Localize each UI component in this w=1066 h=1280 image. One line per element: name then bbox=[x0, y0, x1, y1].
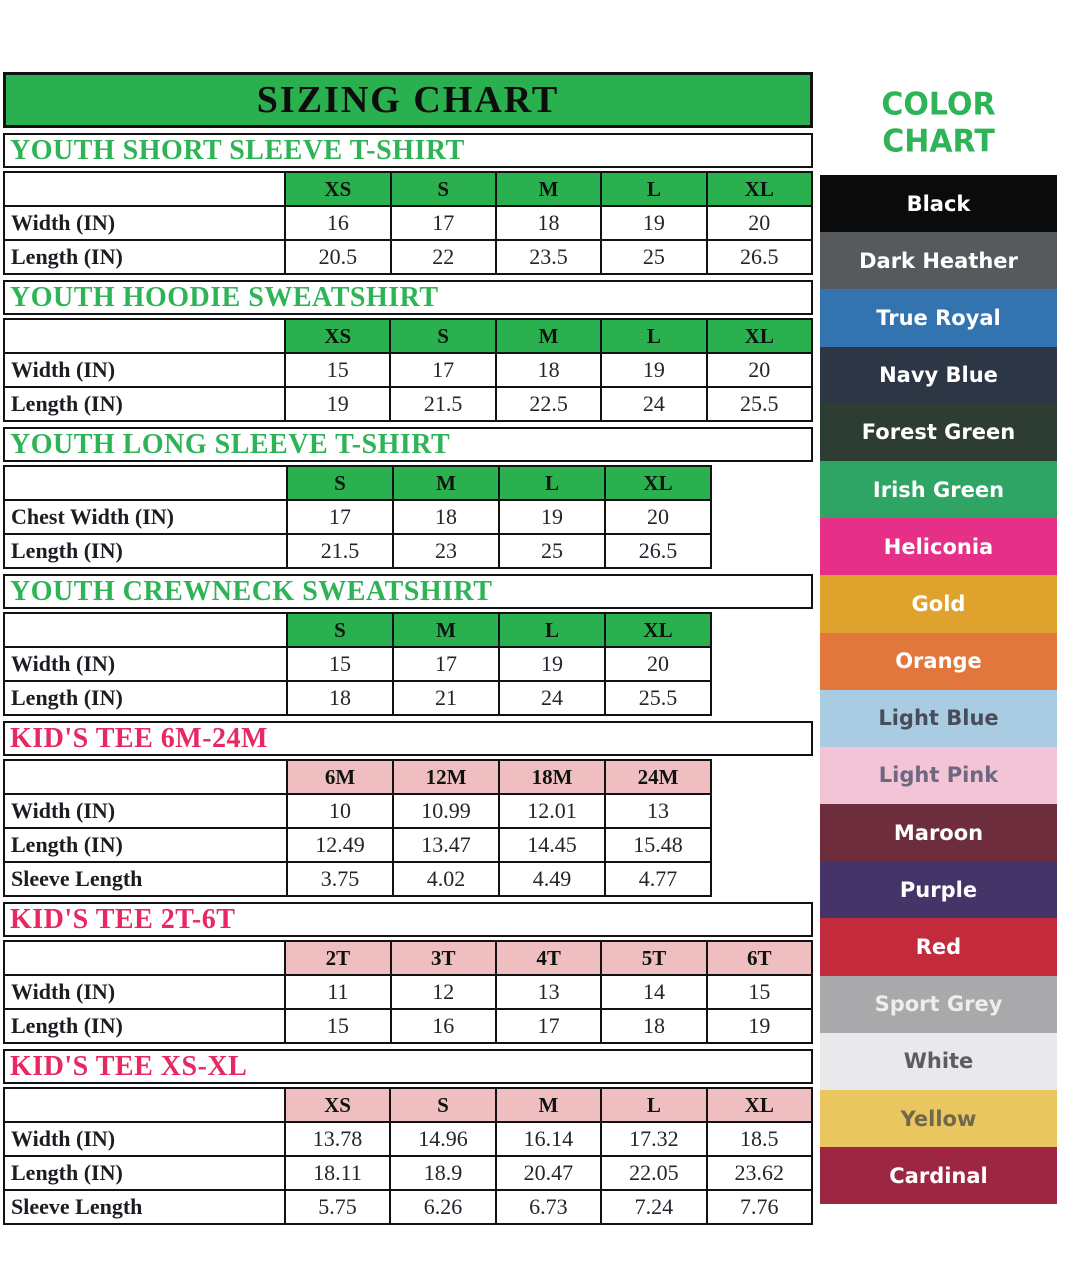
sizing-section bbox=[3, 427, 813, 569]
color-swatch: Gold bbox=[820, 575, 1057, 632]
size-value-cell: 25 bbox=[499, 534, 605, 568]
size-value-cell: 18 bbox=[287, 681, 393, 715]
row-label: Length (IN) bbox=[4, 1156, 285, 1190]
size-value-cell: 20 bbox=[707, 353, 812, 387]
size-table-header-row bbox=[4, 172, 812, 206]
row-label: Length (IN) bbox=[4, 828, 287, 862]
section-title: YOUTH HOODIE SWEATSHIRT bbox=[3, 280, 813, 315]
size-value-cell: 19 bbox=[499, 647, 605, 681]
row-label: Length (IN) bbox=[4, 387, 285, 421]
size-column-header: M bbox=[496, 172, 601, 206]
size-value-cell: 11 bbox=[285, 975, 390, 1009]
section-title: YOUTH SHORT SLEEVE T-SHIRT bbox=[3, 133, 813, 168]
size-value-cell: 15 bbox=[285, 1009, 390, 1043]
color-swatch: Purple bbox=[820, 861, 1057, 918]
row-label: Length (IN) bbox=[4, 1009, 285, 1043]
size-value-cell: 22.05 bbox=[601, 1156, 706, 1190]
size-value-cell: 18 bbox=[601, 1009, 706, 1043]
size-column-header: S bbox=[287, 466, 393, 500]
section-title: YOUTH LONG SLEEVE T-SHIRT bbox=[3, 427, 813, 462]
size-column-header: XS bbox=[285, 172, 390, 206]
size-table-row bbox=[4, 1009, 812, 1043]
sizing-section bbox=[3, 721, 813, 897]
size-value-cell: 6.73 bbox=[496, 1190, 601, 1224]
size-table-row bbox=[4, 647, 711, 681]
size-value-cell: 19 bbox=[601, 353, 706, 387]
color-swatch: Forest Green bbox=[820, 404, 1057, 461]
size-value-cell: 16.14 bbox=[496, 1122, 601, 1156]
size-column-header: L bbox=[499, 466, 605, 500]
color-swatch: Sport Grey bbox=[820, 976, 1057, 1033]
row-label: Length (IN) bbox=[4, 240, 285, 274]
size-column-header: L bbox=[601, 319, 706, 353]
sizing-section bbox=[3, 902, 813, 1044]
section-title: KID'S TEE XS-XL bbox=[3, 1049, 813, 1084]
size-value-cell: 15.48 bbox=[605, 828, 711, 862]
row-label: Sleeve Length bbox=[4, 1190, 285, 1224]
sizing-chart-sections bbox=[3, 133, 813, 1225]
color-swatch: Yellow bbox=[820, 1090, 1057, 1147]
size-table-row bbox=[4, 794, 711, 828]
color-swatch: White bbox=[820, 1033, 1057, 1090]
color-swatch: Maroon bbox=[820, 804, 1057, 861]
row-label: Width (IN) bbox=[4, 353, 285, 387]
size-column-header: XL bbox=[605, 613, 711, 647]
row-label: Sleeve Length bbox=[4, 862, 287, 896]
size-table-row bbox=[4, 353, 812, 387]
size-value-cell: 17 bbox=[496, 1009, 601, 1043]
size-value-cell: 19 bbox=[499, 500, 605, 534]
size-column-header: 6T bbox=[707, 941, 812, 975]
color-swatch: Heliconia bbox=[820, 518, 1057, 575]
size-value-cell: 15 bbox=[287, 647, 393, 681]
size-column-header: 18M bbox=[499, 760, 605, 794]
size-value-cell: 21.5 bbox=[390, 387, 495, 421]
size-value-cell: 23 bbox=[393, 534, 499, 568]
size-value-cell: 25 bbox=[601, 240, 706, 274]
size-value-cell: 24 bbox=[499, 681, 605, 715]
size-value-cell: 25.5 bbox=[707, 387, 812, 421]
sizing-section bbox=[3, 1049, 813, 1225]
size-value-cell: 17 bbox=[391, 206, 496, 240]
size-value-cell: 12.01 bbox=[499, 794, 605, 828]
sizing-section bbox=[3, 280, 813, 422]
size-column-header: XL bbox=[707, 1088, 812, 1122]
size-column-header: 3T bbox=[391, 941, 496, 975]
size-column-header: S bbox=[287, 613, 393, 647]
size-column-header: L bbox=[601, 1088, 706, 1122]
row-label: Width (IN) bbox=[4, 206, 285, 240]
size-value-cell: 16 bbox=[285, 206, 390, 240]
size-value-cell: 4.49 bbox=[499, 862, 605, 896]
size-table-row bbox=[4, 534, 711, 568]
size-value-cell: 13.47 bbox=[393, 828, 499, 862]
size-value-cell: 20.47 bbox=[496, 1156, 601, 1190]
size-table-header-row bbox=[4, 941, 812, 975]
size-table-row bbox=[4, 500, 711, 534]
size-table-header-row bbox=[4, 1088, 812, 1122]
size-value-cell: 18 bbox=[496, 206, 601, 240]
color-swatch: Light Blue bbox=[820, 690, 1057, 747]
size-table-row bbox=[4, 1190, 812, 1224]
size-table-row bbox=[4, 828, 711, 862]
size-column-header: M bbox=[393, 466, 499, 500]
size-table bbox=[3, 759, 712, 897]
size-table-header-row bbox=[4, 319, 812, 353]
color-swatch: Navy Blue bbox=[820, 347, 1057, 404]
size-value-cell: 18.11 bbox=[285, 1156, 390, 1190]
header-empty-cell bbox=[4, 319, 285, 353]
size-table bbox=[3, 940, 813, 1044]
size-column-header: S bbox=[390, 1088, 495, 1122]
size-value-cell: 26.5 bbox=[605, 534, 711, 568]
size-value-cell: 23.62 bbox=[707, 1156, 812, 1190]
size-value-cell: 13 bbox=[605, 794, 711, 828]
header-empty-cell bbox=[4, 613, 287, 647]
size-value-cell: 26.5 bbox=[707, 240, 812, 274]
row-label: Width (IN) bbox=[4, 794, 287, 828]
size-table bbox=[3, 612, 712, 716]
size-table bbox=[3, 1087, 813, 1225]
row-label: Width (IN) bbox=[4, 975, 285, 1009]
size-column-header: L bbox=[601, 172, 706, 206]
size-value-cell: 17 bbox=[393, 647, 499, 681]
sizing-section bbox=[3, 133, 813, 275]
row-label: Length (IN) bbox=[4, 534, 287, 568]
header-empty-cell bbox=[4, 1088, 285, 1122]
size-value-cell: 4.02 bbox=[393, 862, 499, 896]
size-table-row bbox=[4, 975, 812, 1009]
size-value-cell: 19 bbox=[285, 387, 390, 421]
size-value-cell: 13 bbox=[496, 975, 601, 1009]
section-title: KID'S TEE 2T-6T bbox=[3, 902, 813, 937]
size-value-cell: 20 bbox=[605, 647, 711, 681]
size-value-cell: 22 bbox=[391, 240, 496, 274]
size-value-cell: 14 bbox=[601, 975, 706, 1009]
size-table bbox=[3, 318, 813, 422]
size-table-row bbox=[4, 387, 812, 421]
size-value-cell: 18 bbox=[496, 353, 601, 387]
header-empty-cell bbox=[4, 760, 287, 794]
size-value-cell: 18.5 bbox=[707, 1122, 812, 1156]
size-value-cell: 10.99 bbox=[393, 794, 499, 828]
size-value-cell: 5.75 bbox=[285, 1190, 390, 1224]
size-value-cell: 22.5 bbox=[496, 387, 601, 421]
size-column-header: L bbox=[499, 613, 605, 647]
color-swatch: Orange bbox=[820, 633, 1057, 690]
size-column-header: 6M bbox=[287, 760, 393, 794]
color-swatch-list bbox=[820, 175, 1057, 1204]
size-value-cell: 15 bbox=[285, 353, 390, 387]
color-chart bbox=[820, 0, 1057, 1280]
size-value-cell: 20 bbox=[605, 500, 711, 534]
size-column-header: S bbox=[391, 172, 496, 206]
size-value-cell: 12 bbox=[391, 975, 496, 1009]
size-column-header: S bbox=[390, 319, 495, 353]
size-value-cell: 20.5 bbox=[285, 240, 390, 274]
size-table-row bbox=[4, 862, 711, 896]
size-column-header: 4T bbox=[496, 941, 601, 975]
size-column-header: XS bbox=[285, 319, 390, 353]
section-title: YOUTH CREWNECK SWEATSHIRT bbox=[3, 574, 813, 609]
size-table-row bbox=[4, 1122, 812, 1156]
size-column-header: 24M bbox=[605, 760, 711, 794]
size-value-cell: 15 bbox=[707, 975, 812, 1009]
size-table-header-row bbox=[4, 760, 711, 794]
size-column-header: M bbox=[496, 319, 601, 353]
size-value-cell: 23.5 bbox=[496, 240, 601, 274]
size-value-cell: 12.49 bbox=[287, 828, 393, 862]
row-label: Chest Width (IN) bbox=[4, 500, 287, 534]
size-value-cell: 17.32 bbox=[601, 1122, 706, 1156]
size-value-cell: 18.9 bbox=[390, 1156, 495, 1190]
color-swatch: Cardinal bbox=[820, 1147, 1057, 1204]
size-value-cell: 6.26 bbox=[390, 1190, 495, 1224]
size-value-cell: 24 bbox=[601, 387, 706, 421]
size-value-cell: 10 bbox=[287, 794, 393, 828]
size-value-cell: 19 bbox=[601, 206, 706, 240]
size-value-cell: 14.45 bbox=[499, 828, 605, 862]
size-column-header: XL bbox=[605, 466, 711, 500]
size-value-cell: 19 bbox=[707, 1009, 812, 1043]
size-value-cell: 17 bbox=[287, 500, 393, 534]
size-value-cell: 14.96 bbox=[390, 1122, 495, 1156]
size-column-header: 2T bbox=[285, 941, 390, 975]
size-column-header: XL bbox=[707, 172, 812, 206]
row-label: Width (IN) bbox=[4, 1122, 285, 1156]
color-swatch: Light Pink bbox=[820, 747, 1057, 804]
size-table-header-row bbox=[4, 466, 711, 500]
row-label: Width (IN) bbox=[4, 647, 287, 681]
size-value-cell: 20 bbox=[707, 206, 812, 240]
size-table-row bbox=[4, 681, 711, 715]
size-column-header: M bbox=[393, 613, 499, 647]
size-column-header: XL bbox=[707, 319, 812, 353]
sizing-section bbox=[3, 574, 813, 716]
size-value-cell: 16 bbox=[391, 1009, 496, 1043]
size-column-header: M bbox=[496, 1088, 601, 1122]
size-column-header: 5T bbox=[601, 941, 706, 975]
size-value-cell: 4.77 bbox=[605, 862, 711, 896]
size-table bbox=[3, 465, 712, 569]
size-table-header-row bbox=[4, 613, 711, 647]
size-value-cell: 13.78 bbox=[285, 1122, 390, 1156]
sizing-chart bbox=[3, 72, 813, 1225]
size-value-cell: 17 bbox=[390, 353, 495, 387]
size-table-row bbox=[4, 206, 812, 240]
size-value-cell: 21.5 bbox=[287, 534, 393, 568]
size-value-cell: 7.76 bbox=[707, 1190, 812, 1224]
color-swatch: Black bbox=[820, 175, 1057, 232]
color-swatch: True Royal bbox=[820, 289, 1057, 346]
size-column-header: 12M bbox=[393, 760, 499, 794]
size-value-cell: 7.24 bbox=[601, 1190, 706, 1224]
header-empty-cell bbox=[4, 172, 285, 206]
color-chart-title: COLOR CHART bbox=[881, 86, 996, 160]
size-value-cell: 21 bbox=[393, 681, 499, 715]
size-table bbox=[3, 171, 813, 275]
color-swatch: Irish Green bbox=[820, 461, 1057, 518]
header-empty-cell bbox=[4, 466, 287, 500]
size-table-row bbox=[4, 1156, 812, 1190]
section-title: KID'S TEE 6M-24M bbox=[3, 721, 813, 756]
color-swatch: Red bbox=[820, 918, 1057, 975]
size-value-cell: 25.5 bbox=[605, 681, 711, 715]
row-label: Length (IN) bbox=[4, 681, 287, 715]
size-column-header: XS bbox=[285, 1088, 390, 1122]
size-table-row bbox=[4, 240, 812, 274]
size-value-cell: 3.75 bbox=[287, 862, 393, 896]
header-empty-cell bbox=[4, 941, 285, 975]
color-swatch: Dark Heather bbox=[820, 232, 1057, 289]
size-value-cell: 18 bbox=[393, 500, 499, 534]
sizing-chart-title: SIZING CHART bbox=[3, 72, 813, 128]
